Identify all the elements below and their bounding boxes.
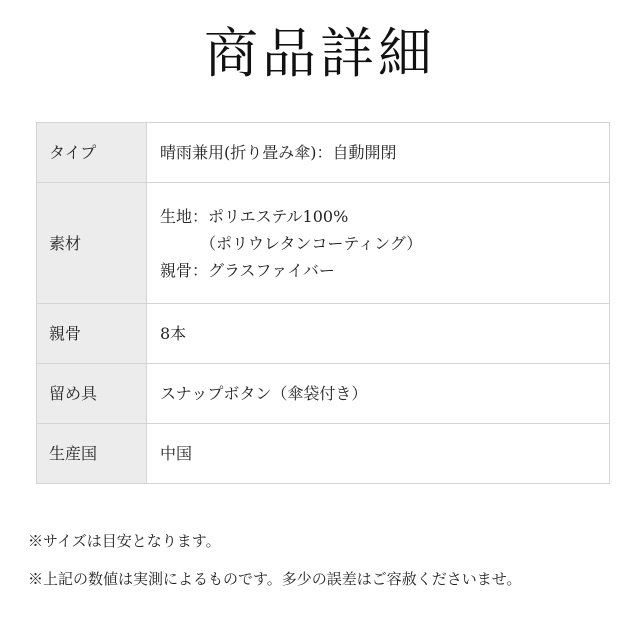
spec-label: タイプ: [37, 123, 147, 183]
spec-row-fastener: [37, 364, 610, 424]
spec-value: [147, 183, 610, 304]
spec-label: 素材: [37, 183, 147, 304]
spec-row-material: [37, 183, 610, 304]
spec-value: [147, 424, 610, 484]
spec-value-line: 親骨：グラスファイバー: [160, 260, 335, 280]
spec-row-origin: [37, 424, 610, 484]
spec-value-line: 8本: [160, 324, 187, 343]
spec-value-line: 晴雨兼用(折り畳み傘)：自動開閉: [160, 143, 397, 162]
spec-value-line: 生地：ポリエステル100%: [160, 206, 349, 226]
note-measurement: ※上記の数値は実測によるものです。多少の誤差はご容赦くださいませ。: [28, 570, 522, 588]
spec-value-line: （ポリウレタンコーティング）: [200, 233, 423, 253]
spec-value: [147, 123, 610, 183]
spec-value-line: スナップボタン（傘袋付き）: [160, 384, 368, 403]
spec-label: 生産国: [37, 424, 147, 484]
page-title: 商品詳細: [204, 22, 436, 85]
spec-value: [147, 364, 610, 424]
spec-label: 留め具: [37, 364, 147, 424]
spec-value-line: 中国: [160, 444, 193, 463]
notes: [28, 528, 521, 604]
spec-row-type: [37, 123, 610, 183]
note-size: ※サイズは目安となります。: [28, 532, 221, 550]
spec-value: [147, 304, 610, 364]
spec-row-ribs: [37, 304, 610, 364]
spec-table: [36, 122, 610, 484]
spec-label: 親骨: [37, 304, 147, 364]
